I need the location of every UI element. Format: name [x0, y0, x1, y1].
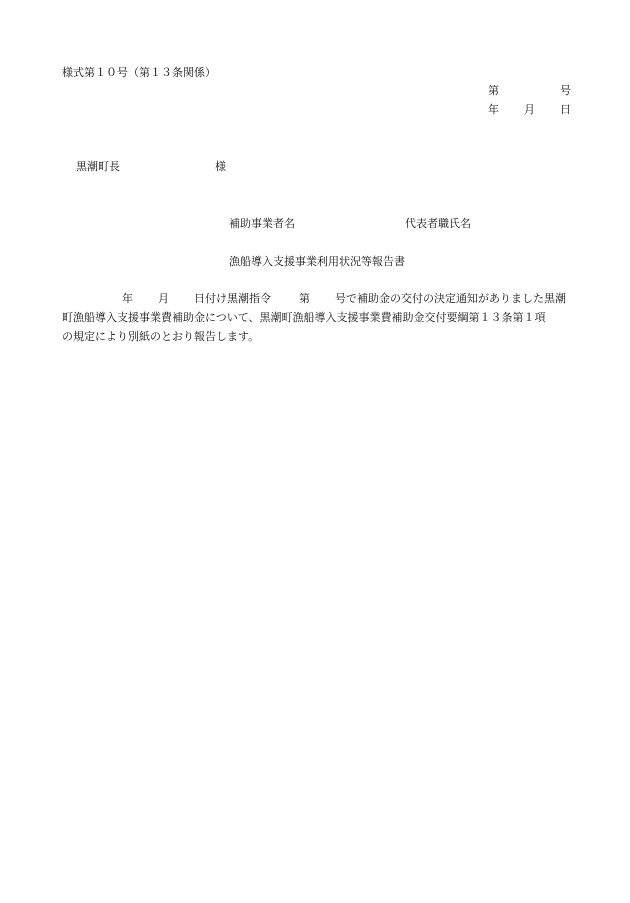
date-day: 日	[560, 103, 571, 116]
addressee-honorific: 様	[215, 160, 226, 173]
addressee-name: 黒潮町長	[76, 160, 120, 173]
ref-go: 号	[560, 84, 571, 97]
body-day-ref: 日付け黒潮指令	[194, 292, 271, 305]
ref-dai: 第	[488, 84, 499, 97]
body-dai: 第	[299, 292, 310, 305]
body-month: 月	[158, 292, 169, 305]
body-line2: 町漁船導入支援事業費補助金について、黒潮町漁船導入支援事業費補助金交付要綱第１３条第１項	[62, 311, 546, 324]
date-year: 年	[488, 103, 499, 116]
document-title: 漁船導入支援事業利用状況等報告書	[229, 255, 405, 268]
body-line1-rest: 号で補助金の交付の決定通知がありました黒潮	[335, 292, 566, 305]
applicant-label: 補助事業者名	[229, 217, 295, 230]
form-label: 様式第１０号（第１３条関係）	[62, 66, 216, 79]
date-month: 月	[524, 103, 535, 116]
body-line3: の規定により別紙のとおり報告します。	[62, 330, 260, 343]
body-year: 年	[122, 292, 133, 305]
representative-label: 代表者職氏名	[405, 217, 471, 230]
